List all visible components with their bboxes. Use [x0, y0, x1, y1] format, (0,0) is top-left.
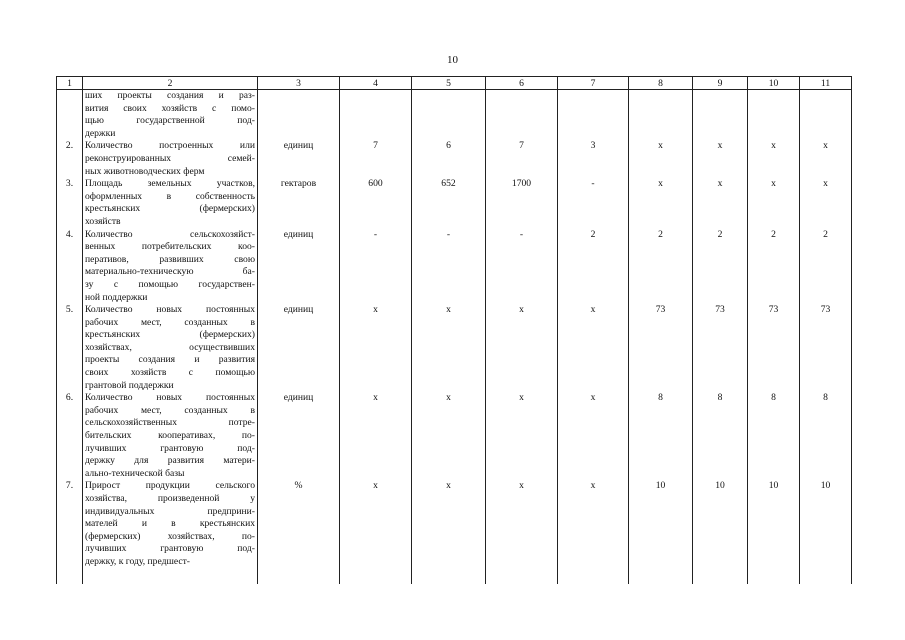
page-number: 10: [447, 54, 458, 66]
table-body: [57, 90, 852, 585]
value-cell-col-10: 73: [748, 304, 800, 392]
value-cell-col-5: х: [412, 480, 486, 584]
value-cell-col-5: х: [412, 392, 486, 480]
table-row: [57, 392, 852, 480]
table-row: [57, 90, 852, 141]
unit-of-measure: единиц: [258, 392, 340, 480]
value-cell-col-9: 2: [693, 229, 748, 305]
value-cell-col-9: х: [693, 178, 748, 228]
value-cell-col-7: 3: [558, 140, 629, 178]
value-cell-col-8: 73: [629, 304, 693, 392]
value-cell-col-5: -: [412, 229, 486, 305]
value-cell-col-11: [800, 90, 852, 141]
value-cell-col-7: -: [558, 178, 629, 228]
value-cell-col-6: 7: [486, 140, 558, 178]
column-header-8: 8: [629, 77, 693, 90]
indicator-name: [83, 304, 258, 392]
indicator-name-line: держку для развития матери-: [85, 455, 255, 467]
column-header-7: 7: [558, 77, 629, 90]
column-header-11: 11: [800, 77, 852, 90]
value-cell-col-7: [558, 90, 629, 141]
column-header-6: 6: [486, 77, 558, 90]
value-cell-col-11: х: [800, 140, 852, 178]
unit-of-measure: %: [258, 480, 340, 584]
value-cell-col-8: 2: [629, 229, 693, 305]
column-header-3: 3: [258, 77, 340, 90]
column-header-4: 4: [340, 77, 412, 90]
indicator-name-line: хозяйства, произведенной у: [85, 493, 255, 504]
indicator-name-line: держки: [85, 127, 116, 139]
value-cell-col-8: 8: [629, 392, 693, 480]
value-cell-col-6: 1700: [486, 178, 558, 228]
column-header-10: 10: [748, 77, 800, 90]
indicator-name-line: мателей и в крестьянских: [85, 518, 255, 530]
value-cell-col-5: [412, 90, 486, 141]
indicator-name-line: оформленных в собственность: [85, 190, 255, 202]
header-row: [57, 77, 852, 90]
value-cell-col-10: [748, 90, 800, 141]
value-cell-col-6: [486, 90, 558, 141]
value-cell-col-6: х: [486, 480, 558, 584]
value-cell-col-10: 8: [748, 392, 800, 480]
value-cell-col-4: [340, 90, 412, 141]
column-header-2: 2: [83, 77, 258, 90]
indicator-name-line: крестьянских (фермерских): [85, 329, 255, 341]
indicator-name: [83, 178, 258, 228]
value-cell-col-11: 2: [800, 229, 852, 305]
value-cell-col-7: х: [558, 392, 629, 480]
unit-of-measure: гектаров: [258, 178, 340, 228]
value-cell-col-7: х: [558, 480, 629, 584]
indicator-name-line: грантовой поддержки: [85, 379, 174, 391]
value-cell-col-5: 6: [412, 140, 486, 178]
unit-of-measure: единиц: [258, 229, 340, 305]
value-cell-col-11: 8: [800, 392, 852, 480]
column-header-1: 1: [57, 77, 83, 90]
indicator-name: [83, 480, 258, 584]
value-cell-col-10: х: [748, 140, 800, 178]
indicator-name-line: Прирост продукции сельского: [85, 480, 255, 492]
row-number: [57, 90, 83, 141]
indicator-name-line: рабочих мест, созданных в: [85, 404, 255, 416]
indicator-name-line: сельскохозяйственных потре-: [85, 417, 255, 429]
unit-of-measure: единиц: [258, 304, 340, 392]
value-cell-col-6: х: [486, 304, 558, 392]
value-cell-col-4: -: [340, 229, 412, 305]
indicator-name: [83, 90, 258, 141]
indicators-table: [56, 76, 852, 584]
value-cell-col-6: -: [486, 229, 558, 305]
indicator-name-line: лучивших грантовую под-: [85, 442, 255, 454]
row-number: 7.: [57, 480, 83, 584]
value-cell-col-10: х: [748, 178, 800, 228]
table-row: [57, 178, 852, 228]
value-cell-col-4: х: [340, 392, 412, 480]
indicator-name-line: хозяйствах, осуществивших: [85, 341, 255, 353]
indicator-name-line: перативов, развивших свою: [85, 253, 255, 265]
indicator-name: [83, 229, 258, 305]
value-cell-col-8: 10: [629, 480, 693, 584]
indicator-name-line: Количество построенных или: [85, 140, 255, 152]
indicator-name-line: Площадь земельных участков,: [85, 178, 255, 190]
indicator-name-line: хозяйств: [85, 215, 121, 227]
unit-of-measure: [258, 90, 340, 141]
indicator-name-line: крестьянских (фермерских): [85, 203, 255, 215]
column-header-5: 5: [412, 77, 486, 90]
unit-of-measure: единиц: [258, 140, 340, 178]
indicator-name: [83, 140, 258, 178]
value-cell-col-11: 73: [800, 304, 852, 392]
value-cell-col-8: [629, 90, 693, 141]
value-cell-col-4: 7: [340, 140, 412, 178]
table-row: [57, 304, 852, 392]
indicator-name-line: реконструированных семей-: [85, 152, 255, 164]
indicator-name-line: вития своих хозяйств с помо-: [85, 102, 255, 114]
value-cell-col-9: [693, 90, 748, 141]
value-cell-col-10: 10: [748, 480, 800, 584]
table-row: [57, 480, 852, 584]
indicator-name: [83, 392, 258, 480]
value-cell-col-11: 10: [800, 480, 852, 584]
indicator-name-line: ных животноводческих ферм: [85, 165, 205, 177]
indicator-name-line: венных потребительских коо-: [85, 241, 255, 253]
value-cell-col-9: 8: [693, 392, 748, 480]
indicator-name-line: держку, к году, предшест-: [85, 555, 190, 567]
indicator-name-line: ально-технической базы: [85, 467, 185, 479]
row-number: 3.: [57, 178, 83, 228]
indicator-name-line: (фермерских) хозяйствах, по-: [85, 530, 255, 542]
value-cell-col-4: 600: [340, 178, 412, 228]
indicator-name-line: Количество новых постоянных: [85, 304, 255, 316]
table-row: [57, 229, 852, 305]
value-cell-col-9: х: [693, 140, 748, 178]
indicator-name-line: зу с помощью государствен-: [85, 278, 255, 290]
value-cell-col-9: 73: [693, 304, 748, 392]
indicator-name-line: бительских кооперативах, по-: [85, 430, 255, 442]
indicator-name-line: Количество сельскохозяйст-: [85, 228, 255, 240]
value-cell-col-7: х: [558, 304, 629, 392]
value-cell-col-9: 10: [693, 480, 748, 584]
row-number: 2.: [57, 140, 83, 178]
indicator-name-line: своих хозяйств с помощью: [85, 367, 255, 379]
value-cell-col-10: 2: [748, 229, 800, 305]
value-cell-col-8: х: [629, 140, 693, 178]
indicator-name-line: рабочих мест, созданных в: [85, 316, 255, 328]
value-cell-col-8: х: [629, 178, 693, 228]
indicator-name-line: лучивших грантовую под-: [85, 543, 255, 555]
indicator-name-line: щью государственной под-: [85, 115, 255, 127]
row-number: 4.: [57, 229, 83, 305]
value-cell-col-4: х: [340, 480, 412, 584]
value-cell-col-5: х: [412, 304, 486, 392]
value-cell-col-11: х: [800, 178, 852, 228]
value-cell-col-5: 652: [412, 178, 486, 228]
value-cell-col-7: 2: [558, 229, 629, 305]
table-row: [57, 140, 852, 178]
value-cell-col-4: х: [340, 304, 412, 392]
value-cell-col-6: х: [486, 392, 558, 480]
row-number: 6.: [57, 392, 83, 480]
indicator-name-line: материально-техническую ба-: [85, 266, 255, 278]
indicator-name-line: ной поддержки: [85, 291, 148, 303]
column-header-9: 9: [693, 77, 748, 90]
indicator-name-line: проекты создания и развития: [85, 354, 255, 366]
indicator-name-line: ших проекты создания и раз-: [85, 90, 255, 101]
indicator-name-line: индивидуальных предприни-: [85, 505, 255, 517]
indicator-name-line: Количество новых постоянных: [85, 392, 255, 404]
row-number: 5.: [57, 304, 83, 392]
